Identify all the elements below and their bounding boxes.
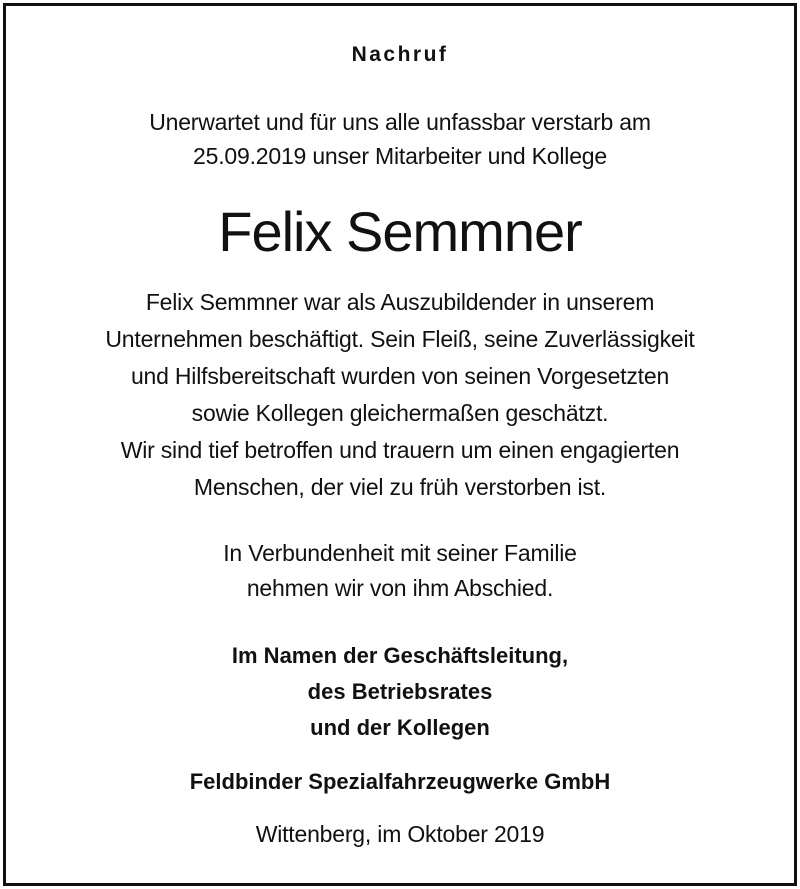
tribute-line: Felix Semmner war als Auszubildender in unserem (145, 289, 655, 315)
deceased-name: Felix Semmner (218, 200, 582, 263)
tribute-line: sowie Kollegen gleichermaßen geschätzt. (191, 400, 609, 426)
tribute-line: Wir sind tief betroffen und trauern um einen engagierten (120, 437, 680, 463)
farewell-line: In Verbundenheit mit seiner Familie (223, 540, 577, 566)
signatory-line: des Betriebsrates (307, 679, 493, 704)
farewell-line: nehmen wir von ihm Abschied. (246, 575, 554, 601)
company-name: Feldbinder Spezialfahrzeugwerke GmbH (189, 769, 611, 794)
tribute-line: und Hilfsbereitschaft wurden von seinen Vorgesetzten (130, 363, 670, 389)
signatory-line: und der Kollegen (310, 715, 490, 740)
tribute-line: Menschen, der viel zu früh verstorben ist. (193, 474, 607, 500)
intro-line: Unerwartet und für uns alle unfassbar verstarb am (149, 109, 651, 135)
notice-heading: Nachruf (351, 43, 449, 66)
place-date: Wittenberg, im Oktober 2019 (255, 821, 545, 847)
intro-line: 25.09.2019 unser Mitarbeiter und Kollege (193, 143, 607, 169)
signatory-line: Im Namen der Geschäftsleitung, (231, 643, 569, 668)
tribute-line: Unternehmen beschäftigt. Sein Fleiß, seine Zuverlässigkeit (105, 326, 695, 352)
